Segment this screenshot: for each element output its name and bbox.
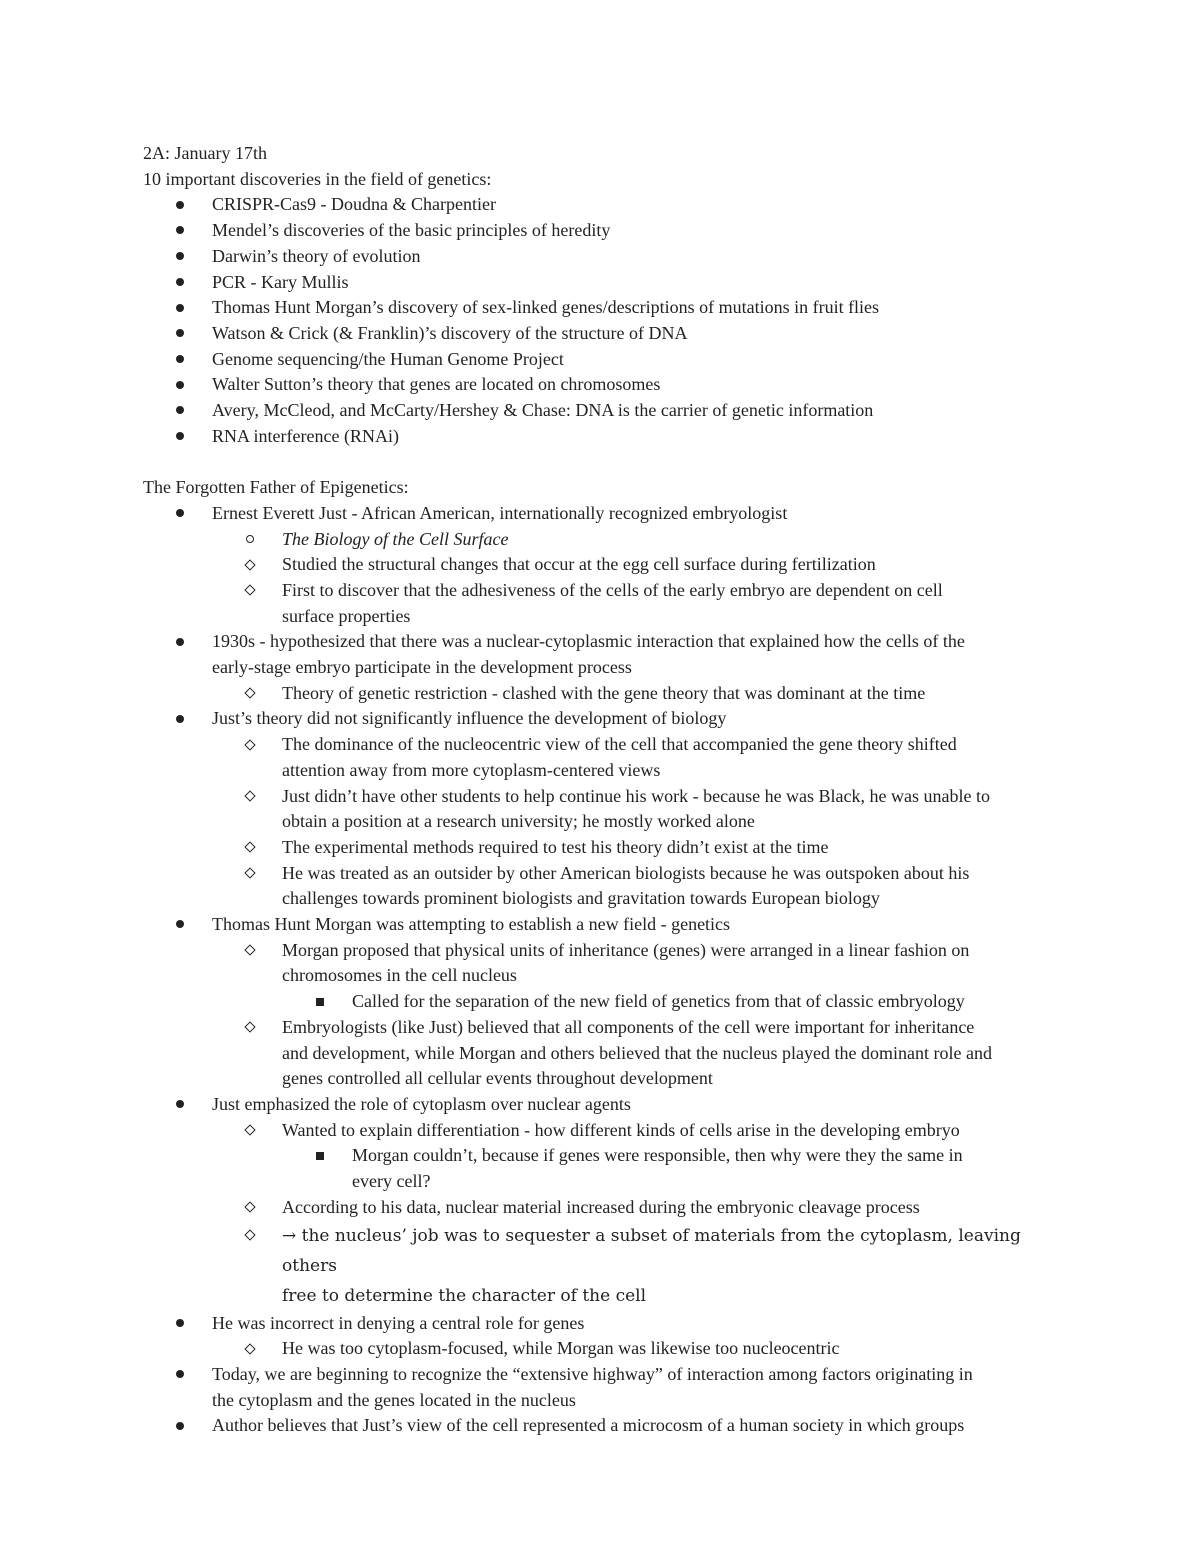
diamond-bullet-icon [240,1221,260,1251]
sub-list-item: Embryologists (like Just) believed that all components of the cell were important for inheritance and development, while Morgan and others believed that the nucleus played the dominant role and genes controlled all cellular events throughout development [143,1015,1063,1092]
sub-sub-list-item: Morgan couldn’t, because if genes were responsible, then why were they the same in every cell? [143,1143,1063,1194]
sub-sub-list-item: Called for the separation of the new field of genetics from that of classic embryology [143,989,1063,1015]
bullet-icon [170,244,190,270]
list-item: Thomas Hunt Morgan’s discovery of sex-linked genes/descriptions of mutations in fruit flies [143,295,1063,321]
section-heading: The Forgotten Father of Epigenetics: [143,477,409,498]
list-item: He was incorrect in denying a central role for genes [143,1311,1063,1337]
diamond-bullet-icon [240,784,260,810]
list-item: 1930s - hypothesized that there was a nuclear-cytoplasmic interaction that explained how the cells of the early-stage embryo participate in the development process [143,629,1063,680]
diamond-bullet-icon [240,578,260,604]
list-item: CRISPR-Cas9 - Doudna & Charpentier [143,192,1063,218]
sub-list-item [143,527,1063,553]
diamond-bullet-icon [240,552,260,578]
list-item: PCR - Kary Mullis [143,270,1063,296]
sub-list-item: Wanted to explain differentiation - how different kinds of cells arise in the developing embryo [143,1118,1063,1144]
bullet-icon [170,321,190,347]
diamond-bullet-icon [240,1015,260,1041]
bullet-icon [170,629,190,655]
diamond-bullet-icon [240,835,260,861]
blank-line [143,449,1063,475]
list-item: Avery, McCleod, and McCarty/Hershey & Chase: DNA is the carrier of genetic information [143,398,1063,424]
date-heading: 2A: January 17th [143,143,267,163]
bullet-icon [170,218,190,244]
list-item: RNA interference (RNAi) [143,424,1063,450]
sub-list-item: He was treated as an outsider by other American biologists because he was outspoken about his challenges towards prominent biologists and gravitation towards European biology [143,861,1063,912]
bullet-icon [170,424,190,450]
sub-list-item: He was too cytoplasm-focused, while Morgan was likewise too nucleocentric [143,1336,1063,1362]
bullet-icon [170,1362,190,1388]
bullet-icon [170,912,190,938]
list-item: Darwin’s theory of evolution [143,244,1063,270]
bullet-icon [170,347,190,373]
diamond-bullet-icon [240,1118,260,1144]
bullet-icon [170,1413,190,1439]
diamond-bullet-icon [240,1336,260,1362]
bullet-icon [170,706,190,732]
bullet-icon [170,1311,190,1337]
diamond-bullet-icon [240,861,260,887]
list-item: Mendel’s discoveries of the basic principles of heredity [143,218,1063,244]
bullet-icon [170,372,190,398]
list-item: Just’s theory did not significantly influence the development of biology [143,706,1063,732]
discoveries-list [143,192,1063,449]
bullet-icon [170,270,190,296]
sub-list-item: According to his data, nuclear material increased during the embryonic cleavage process [143,1195,1063,1221]
list-intro: 10 important discoveries in the field of genetics: [143,168,492,189]
bullet-icon [170,295,190,321]
sub-list-item: Studied the structural changes that occur at the egg cell surface during fertilization [143,552,1063,578]
diamond-bullet-icon [240,938,260,964]
list-item: Just emphasized the role of cytoplasm over nuclear agents [143,1092,1063,1118]
bullet-icon [170,501,190,527]
diamond-bullet-icon [240,732,260,758]
square-bullet-icon [310,989,330,1015]
notes-list [143,501,1063,1439]
bullet-icon [170,192,190,218]
sub-list-item: The dominance of the nucleocentric view of the cell that accompanied the gene theory shifted attention away from more cytoplasm-centered views [143,732,1063,783]
sub-list-item: Just didn’t have other students to help continue his work - because he was Black, he was unable to obtain a position at a research university; he mostly worked alone [143,784,1063,835]
bullet-icon [170,398,190,424]
list-item: Watson & Crick (& Franklin)’s discovery of the structure of DNA [143,321,1063,347]
list-item: Genome sequencing/the Human Genome Project [143,347,1063,373]
list-item: Thomas Hunt Morgan was attempting to establish a new field - genetics [143,912,1063,938]
diamond-bullet-icon [240,1195,260,1221]
sub-list-item: First to discover that the adhesiveness of the cells of the early embryo are dependent on cell surface properties [143,578,1063,629]
sub-list-item: Morgan proposed that physical units of inheritance (genes) were arranged in a linear fashion on chromosomes in the cell nucleus [143,938,1063,989]
diamond-bullet-icon [240,681,260,707]
list-item: Author believes that Just’s view of the cell represented a microcosm of a human society in which groups [143,1413,1063,1439]
bullet-icon [170,1092,190,1118]
sub-list-item: → the nucleus’ job was to sequester a subset of materials from the cytoplasm, leaving others free to determine the character of the cell [143,1221,1063,1311]
document-page [143,141,1063,1439]
circle-bullet-icon [240,527,260,553]
sub-list-item: The experimental methods required to test his theory didn’t exist at the time [143,835,1063,861]
sub-list-item: Theory of genetic restriction - clashed with the gene theory that was dominant at the time [143,681,1063,707]
list-item: Today, we are beginning to recognize the “extensive highway” of interaction among factors originating in the cytoplasm and the genes located in the nucleus [143,1362,1063,1413]
square-bullet-icon [310,1143,330,1169]
list-item: Walter Sutton’s theory that genes are located on chromosomes [143,372,1063,398]
book-title: The Biology of the Cell Surface [282,528,509,549]
list-item: Ernest Everett Just - African American, internationally recognized embryologist [143,501,1063,527]
